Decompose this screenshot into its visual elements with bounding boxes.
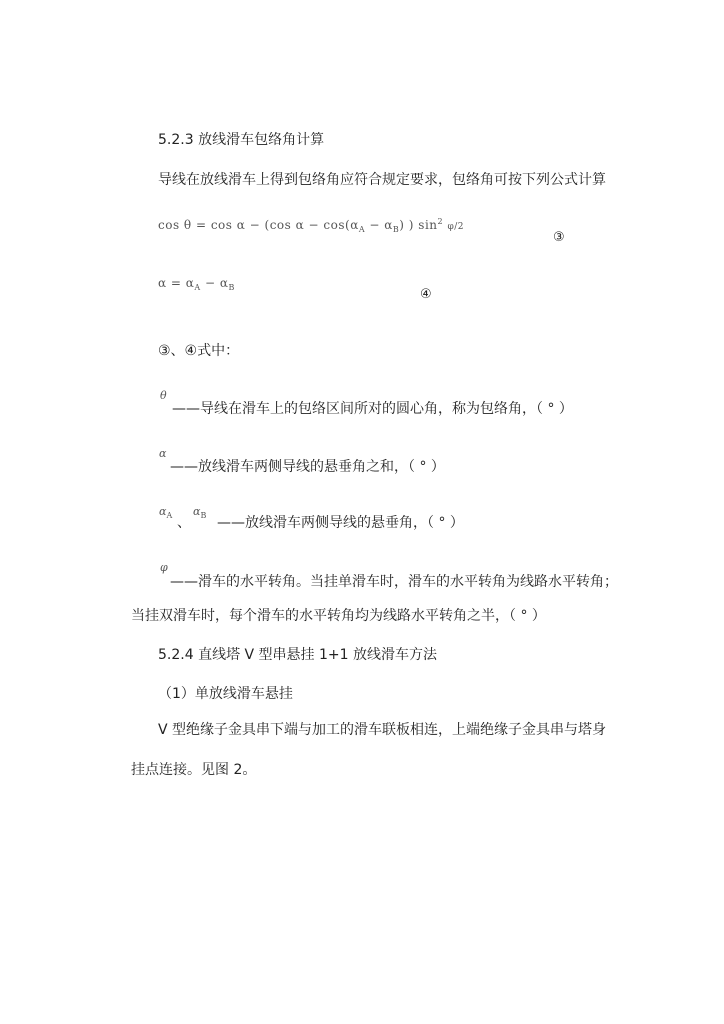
formula-4-minus: − α (200, 276, 229, 290)
section-5-2-4-title: 5.2.4 直线塔 V 型串悬挂 1+1 放线滑车方法 (158, 647, 437, 663)
subsection-1-title: （1）单放线滑车悬挂 (158, 686, 293, 702)
definition-alpha: ——放线滑车两侧导线的悬垂角之和，（ ° ） (170, 459, 445, 475)
formula-3-main: cos θ = cos α − (cos α − cos(α (158, 218, 359, 232)
definition-phi-line-2: 当挂双滑车时，每个滑车的水平转角均为线路水平转角之半，（ ° ） (131, 608, 546, 624)
formula-4: $\alpha = \alpha_A - \alpha_B$ (158, 276, 235, 292)
paragraph-line-2: 挂点连接。见图 2。 (131, 762, 257, 778)
section-5-2-3-title: 5.2.3 放线滑车包络角计算 (158, 132, 325, 148)
intro-text: 导线在放线滑车上得到包络角应符合规定要求，包络角可按下列公式计算 (158, 172, 606, 188)
formula-3: cos θ = cos α − (cos $\alpha - \cos(\alpha_A - \alpha_B)$ ) $\sin^2 \varphi/2$ (158, 217, 464, 234)
definition-alpha-ab: ——放线滑车两侧导线的悬垂角，（ ° ） (217, 515, 464, 531)
formula-4-lhs: α = α (158, 276, 195, 290)
equation-number-3: ③ (553, 230, 565, 245)
symbol-alpha-a: $\alpha_A$ (159, 505, 173, 520)
where-label: ③、④式中： (158, 343, 240, 359)
symbol-alpha-b: $\alpha_B$ (193, 505, 207, 520)
definition-phi-line-1: ——滑车的水平转角。当挂单滑车时，滑车的水平转角为线路水平转角； (170, 574, 618, 590)
symbol-phi: φ (160, 561, 168, 574)
formula-3-tail: ) sin (404, 218, 438, 232)
equation-number-4: ④ (420, 287, 432, 302)
symbol-theta: θ (160, 389, 167, 402)
separator: 、 (177, 515, 191, 531)
definition-theta: ——导线在滑车上的包络区间所对的圆心角，称为包络角，（ ° ） (172, 401, 573, 417)
symbol-alpha: α (159, 447, 167, 460)
paragraph-line-1: V 型绝缘子金具串下端与加工的滑车联板相连，上端绝缘子金具串与塔身 (158, 722, 607, 738)
